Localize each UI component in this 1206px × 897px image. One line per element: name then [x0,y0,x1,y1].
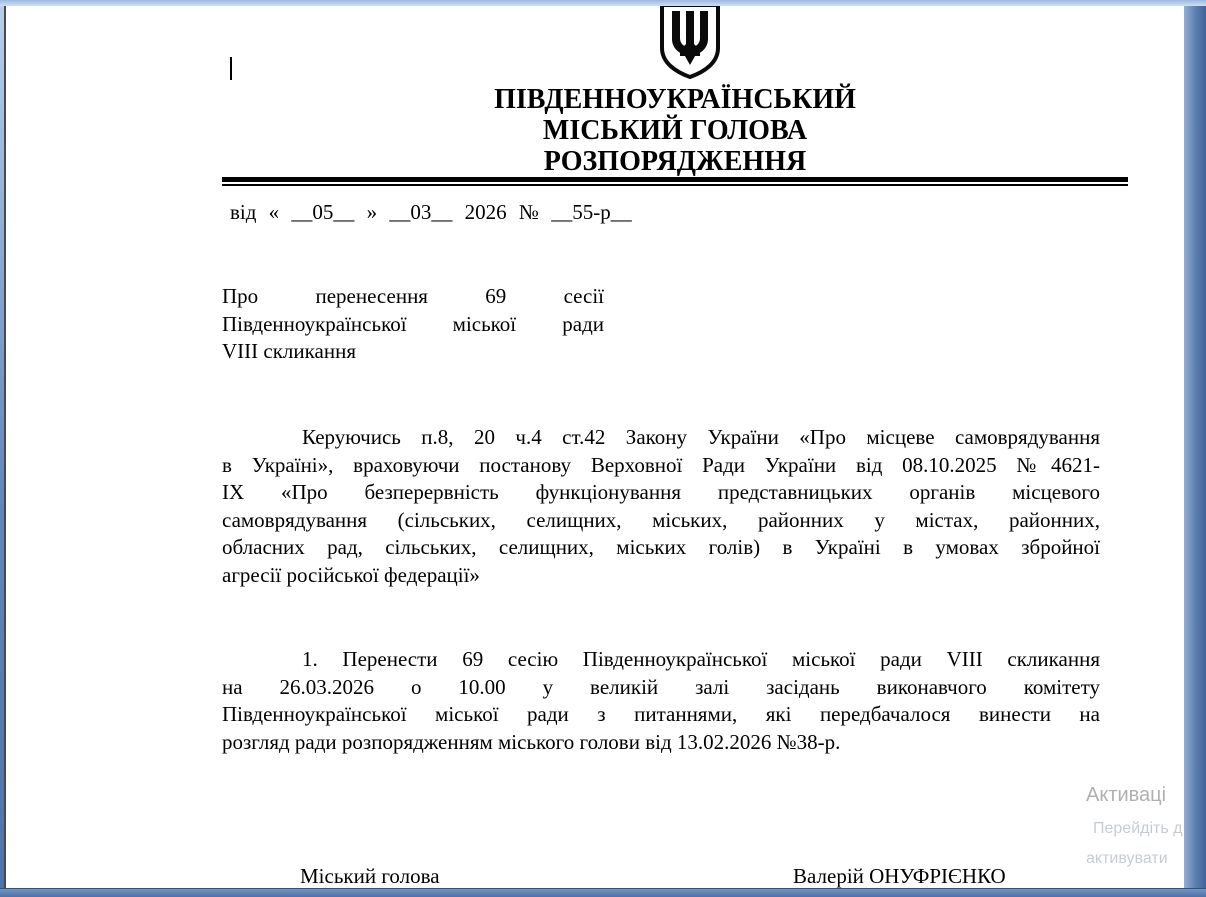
letterhead-divider [222,177,1128,186]
signature-name: Валерій ОНУФРІЄНКО [793,864,1006,888]
paragraph-line: на 26.03.2026 о 10.00 у великій залі засідань виконавчого комітету [222,674,1100,699]
text-cursor [230,57,232,80]
date-number-line: від « __05__ » __03__ 2026 № __55-р__ [230,200,632,224]
signature-title: Міський голова [300,864,440,888]
body-paragraph-1 [222,424,1100,590]
subject-line: VIII скликання [222,339,356,363]
window-border-left-edge [4,6,6,889]
letterhead-line-3: РОЗПОРЯДЖЕННЯ [543,146,807,177]
subject-block [222,283,604,366]
activation-watermark-line-1: Активаці [1086,784,1167,806]
window-border-right[interactable] [1184,0,1206,897]
paragraph-line: розгляд ради розпорядженням міського голови від 13.02.2026 №38-р. [222,729,841,754]
ukraine-trident-icon [656,2,724,80]
paragraph-line: Південноукраїнської міської ради з питаннями, які передбачалося винести на [222,702,1100,727]
subject-line: Південноукраїнської міської ради [222,311,604,336]
paragraph-line: агресії російської федерації» [222,562,480,587]
paragraph-line: самоврядування (сільських, селищних, міських, районних у містах, районних, [222,507,1100,532]
activation-watermark-line-2: Перейдіть д [1093,820,1183,837]
window-border-top[interactable] [0,0,1206,6]
letterhead-line-1: ПІВДЕННОУКРАЇНСЬКИЙ [494,84,856,115]
letterhead-line-2: МІСЬКИЙ ГОЛОВА [542,115,808,146]
paragraph-line: 1. Перенести 69 сесію Південноукраїнської міської ради VIII скликання [302,647,1100,671]
body-paragraph-2 [222,646,1100,756]
paragraph-line: ІХ «Про безперервність функціонування представницьких органів місцевого [222,480,1100,505]
letterhead [330,84,1020,177]
paragraph-line: в Україні», враховуючи постанову Верховної Ради України від 08.10.2025 №4621- [222,452,1100,477]
subject-line: Про перенесення 69 сесії [222,284,604,308]
activation-watermark-line-3: активувати [1086,850,1168,867]
window-border-bottom[interactable] [0,888,1206,897]
paragraph-line: обласних рад, сільських, селищних, міських голів) в Україні в умовах збройної [222,535,1100,560]
paragraph-line: Керуючись п.8, 20 ч.4 ст.42 Закону України «Про місцеве самоврядування [302,425,1100,449]
